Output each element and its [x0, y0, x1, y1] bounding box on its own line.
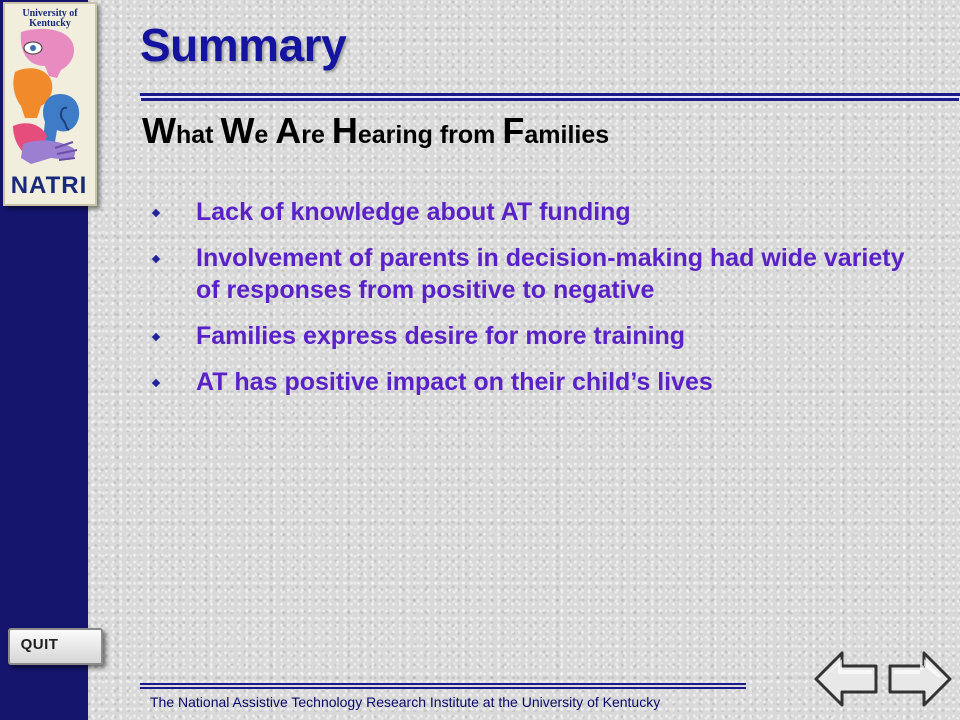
- bullet-item: [150, 320, 930, 352]
- bullet-text: AT has positive impact on their child’s lives: [196, 368, 713, 396]
- quit-button[interactable]: [8, 628, 103, 665]
- slide-subtitle: What We Are Hearing from Families: [142, 110, 610, 151]
- diamond-bullet-icon: [152, 255, 160, 263]
- bullet-text: Lack of knowledge about AT funding: [196, 198, 631, 226]
- slide-title: Summary: [140, 19, 347, 71]
- faces-logo-icon: [11, 26, 91, 168]
- quit-button-label: QUIT: [20, 636, 59, 653]
- diamond-bullet-icon: [152, 209, 160, 217]
- bullet-text: Involvement of parents in decision-making had wide variety of responses from positive to negative: [196, 244, 905, 304]
- title-divider: [140, 93, 960, 98]
- natri-logo: [3, 2, 97, 206]
- left-arrow-icon[interactable]: [812, 648, 882, 710]
- footer-divider: [140, 683, 746, 685]
- bullet-list: [150, 196, 930, 412]
- logo-university-text: University of Kentucky: [22, 8, 78, 29]
- logo-natri-text: NATRI: [10, 172, 88, 199]
- bullet-item: [150, 196, 930, 228]
- diamond-bullet-icon: [152, 333, 160, 341]
- bullet-item: [150, 242, 930, 306]
- bullet-text: Families express desire for more training: [196, 322, 686, 350]
- bullet-item: [150, 366, 930, 398]
- right-arrow-icon[interactable]: [884, 648, 954, 710]
- footer-text: The National Assistive Technology Research Institute at the University of Kentucky: [150, 694, 661, 710]
- diamond-bullet-icon: [152, 379, 160, 387]
